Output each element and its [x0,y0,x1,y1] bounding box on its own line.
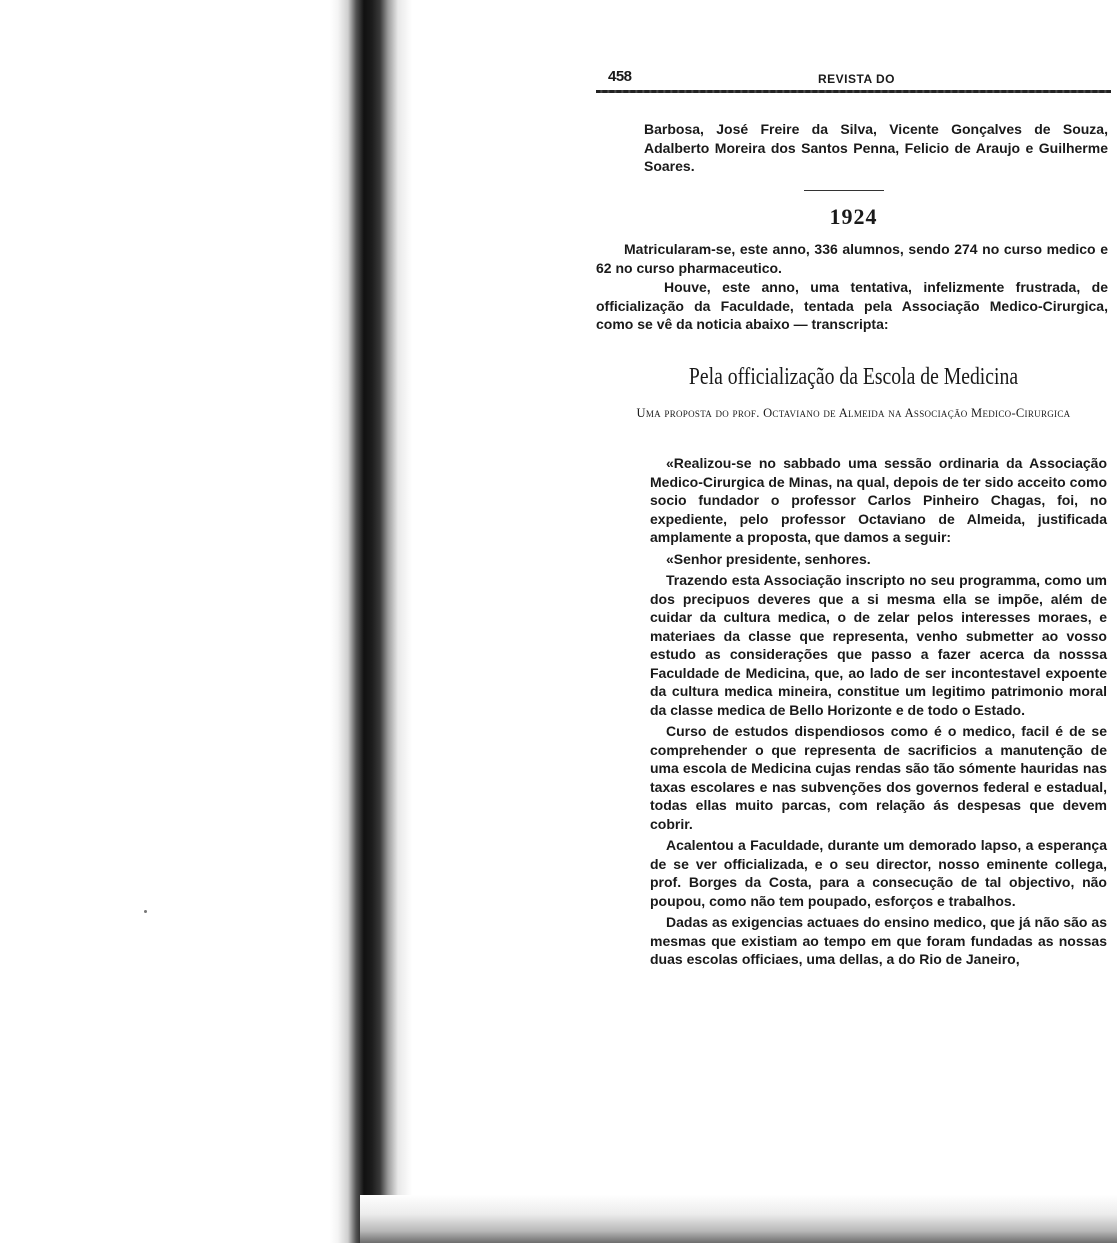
intro-paragraph-enrollment: Matricularam-se, este anno, 336 alumnos, sendo 274 no curso medico e 62 no curso pharmaceutico. [596,241,1108,276]
names-paragraph: Barbosa, José Freire da Silva, Vicente Gonçalves de Souza, Adalberto Moreira dos Santos Penna, Felicio de Araujo e Guilherme Soares. [644,121,1108,174]
book-page [596,64,1111,967]
year-heading: 1924 [829,204,878,229]
article-paragraph: Dadas as exigencias actuaes do ensino medico, que já não são as mesmas que existiam ao tempo em que foram fundadas as nossas duas escolas officiaes, uma dellas, a do Rio de Janeiro, [650,914,1107,967]
article-title: Pela officialização da Escola de Medicina [688,364,1019,390]
article-paragraph: «Senhor presidente, senhores. [666,550,871,567]
header-rule [596,90,1111,93]
intro-paragraph-officialization: Houve, este anno, uma tentativa, infelizmente frustrada, de officialização da Faculdade, tentada pela Associação Medico-Cirurgica, como se vê da noticia abaixo — transcripta: [596,279,1108,332]
running-head [596,64,1111,92]
article-paragraph: Trazendo esta Associação inscripto no seu programma, como um dos precipuos deveres que a si mesma ella se impõe, além de cuidar da cultura medica, o de zelar pelos interesses moraes, e materiaes da classe que representa, venho submetter ao vosso estudo as considerações que passo a fazer acerca da nosssa Faculdade de Medicina, que, ao lado de ser incontestavel expoente da cultura medica mineira, constitue um legitimo patrimonio moral da classe medica de Bello Horizonte e de todo o Estado. [650,572,1107,718]
page-number: 458 [608,68,632,85]
article-body [650,454,1107,972]
article-paragraph: «Realizou-se no sabbado uma sessão ordinaria da Associação Medico-Cirurgica de Minas, na qual, depois de ter sido acceito como socio fundador o professor Carlos Pinheiro Chagas, foi, no expediente, pelo professor Octaviano de Almeida, justificada amplamente a proposta, que damos a seguir: [650,455,1107,545]
book-spine-shadow [0,0,420,1243]
article-paragraph: Curso de estudos dispendiosos como é o medico, facil é de se comprehender o que representa de sacrificios a manutenção de uma escola de Medicina cujas rendas são tão sómente hauridas nas taxas escolares e nas subvenções dos governos federal e estadual, todas ellas muito parcas, com relação ás despesas que devem cobrir. [650,723,1107,832]
article-subtitle: Uma proposta do prof. Octaviano de Almeida na Associação Medico-Cirurgica [636,406,1071,420]
page-bottom-shadow [360,1195,1117,1243]
scan-speck [144,910,147,913]
journal-title: REVISTA DO [818,72,896,86]
section-divider [804,190,884,191]
article-paragraph: Acalentou a Faculdade, durante um demorado lapso, a esperança de se ver officializada, e o seu director, nosso eminente collega, prof. Borges da Costa, para a consecução de tal objectivo, não poupou, como não tem poupado, esforços e trabalhos. [650,837,1107,909]
